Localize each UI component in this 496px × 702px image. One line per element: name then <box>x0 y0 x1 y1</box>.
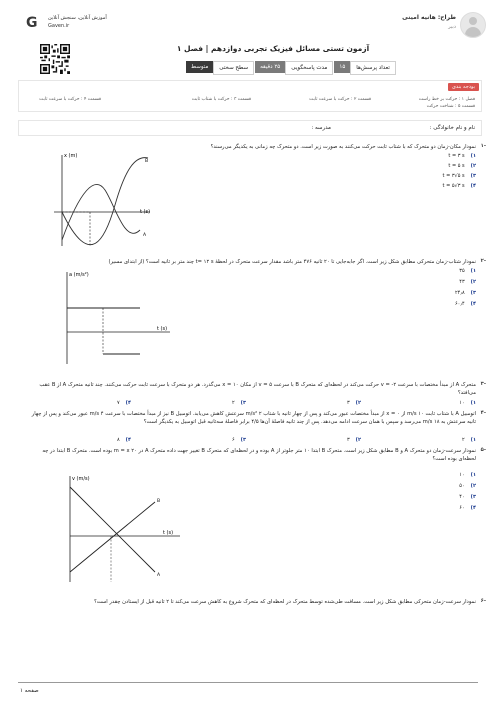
duration-value: ۲۵ دقیقه <box>254 61 285 73</box>
topic-2: قسمت ۲ : حرکت با سرعت ثابت <box>309 97 371 102</box>
student-info-bar <box>18 120 482 136</box>
question-5-graph <box>55 472 185 587</box>
question-1-text: نمودار مکان-زمان دو متحرک که با شتاب ثابت حرکت می‌کنند به صورت زیر است. دو متحرک چه زمانی به یکدیگر می‌رسند؟ <box>210 144 476 150</box>
question-3-option-3[interactable]: ۳)۲ <box>231 400 246 406</box>
question-1-graph <box>50 150 155 250</box>
question-3-option-1[interactable]: ۱)۱۰ <box>459 400 476 406</box>
designer-avatar <box>460 12 486 38</box>
designer-name: طراح: هانیه امینی <box>402 14 456 21</box>
designer-info <box>402 14 456 30</box>
q1-series-a: A <box>143 233 147 238</box>
q5-series-a: A <box>157 573 161 578</box>
topic-1: فصل ۱ : حرکت بر خط راست <box>418 97 475 102</box>
exam-title: آزمون تستی مسائل فیزیک تجربی دوازدهم | فصل ۱ <box>176 44 370 53</box>
question-2-option-3[interactable]: ۳)۲۴٫۸ <box>454 290 476 296</box>
topic-5: قسمت ۵ : شناخت حرکت <box>426 104 475 109</box>
question-5-option-1[interactable]: ۱)۱۰ <box>459 472 476 478</box>
question-5-option-2[interactable]: ۲)۵۰ <box>459 483 476 489</box>
difficulty-label: سطح سختی <box>213 61 254 75</box>
q5-x-label: t (s) <box>163 530 174 536</box>
question-1-option-4[interactable]: ۴)t = ۵√۳ s <box>442 183 476 189</box>
question-5-number: ۵- <box>480 447 486 453</box>
q5-y-label: v (m/s) <box>72 476 90 482</box>
footer-divider <box>18 682 478 683</box>
question-2-option-4[interactable]: ۴)۶۰٫۴ <box>454 301 476 307</box>
question-2-graph <box>55 268 175 368</box>
question-count-value: ۱۵ <box>333 61 350 73</box>
q5-series-b: B <box>157 499 161 504</box>
q5-line-b <box>70 502 155 572</box>
question-4-number: ۴- <box>480 410 486 416</box>
budget-tag: بودجه بندی <box>448 83 479 91</box>
question-3-option-4[interactable]: ۴)۷ <box>116 400 131 406</box>
question-6-number: ۶- <box>480 598 486 604</box>
q1-curve-b <box>62 158 151 245</box>
duration-label: مدت پاسخگویی <box>285 61 333 75</box>
question-4-option-2[interactable]: ۲)۳ <box>346 437 361 443</box>
q1-y-label: x (m) <box>64 153 78 159</box>
q1-x-label: t (s) <box>140 209 151 215</box>
q5-line-a <box>70 487 155 572</box>
q1-series-b: B <box>145 159 149 164</box>
question-3-text: متحرک A از مبدأ مختصات با سرعت ۲- = v حرکت می‌کند در لحظه‌ای که متحرک B با سرعت ۵ = v از مکان ۱۰ = x می‌گذرد. هر دو متحرک با سرعت ثابت حرکت می‌کنند. چند ثانیه متحرک A از B عقب می‌افتد؟ <box>39 382 476 396</box>
question-3-number: ۳- <box>480 381 486 387</box>
topic-4: قسمت ۴ : حرکت با سرعت ثابت <box>39 97 101 102</box>
question-count-label: تعداد پرسش‌ها <box>350 61 396 75</box>
question-5-option-4[interactable]: ۴)۶۰ <box>459 505 476 511</box>
question-4-option-1[interactable]: ۱)۲ <box>461 437 476 443</box>
question-2-option-1[interactable]: ۱)۳۵ <box>459 268 476 274</box>
question-6-text: نمودار سرعت-زمان متحرکی مطابق شکل زیر است. مسافت طی‌شده توسط متحرک در لحظه‌ای که متحرک شروع به کاهش سرعت می‌کند تا ۲ ثانیه قبل از ایستادن چقدر است؟ <box>94 599 476 605</box>
question-2-number: ۲- <box>480 258 486 264</box>
name-field-label: نام و نام خانوادگی : <box>429 125 475 131</box>
question-4-option-4[interactable]: ۴)۸ <box>116 437 131 443</box>
question-2-text: نمودار شتاب-زمان متحرکی مطابق شکل زیر است. اگر جابه‌جایی تا ۲۰ ثانیه ۴۷۶ متر باشد مقدار سرعت متحرک در لحظهٔ t= ۱۲ s چند متر بر ثانیه است؟ (از ابتدای مسیر) <box>108 259 476 265</box>
q2-y-label: a (m/s²) <box>69 272 89 278</box>
question-1-number: ۱- <box>480 143 486 149</box>
school-field-label: مدرسه : <box>311 125 331 131</box>
q2-x-label: t (s) <box>157 326 168 332</box>
question-2-option-2[interactable]: ۲)۴۳ <box>459 279 476 285</box>
page-number: صفحه ۱ <box>20 688 39 694</box>
designer-role: دبیر <box>448 24 456 30</box>
question-5-option-3[interactable]: ۳)۴۰ <box>459 494 476 500</box>
question-1-option-2[interactable]: ۲)t = ۵ s <box>448 163 476 169</box>
budget-box <box>18 80 482 112</box>
gaven-logo-icon: G <box>26 15 38 31</box>
question-1-option-3[interactable]: ۳)t = ۳√۵ s <box>442 173 476 179</box>
exam-meta-bar <box>185 61 396 73</box>
question-3-option-2[interactable]: ۲)۳ <box>346 400 361 406</box>
difficulty-value: متوسط <box>185 61 213 73</box>
question-1-option-1[interactable]: ۱)t = ۳ s <box>448 153 476 159</box>
question-4-text: اتومبیل A با شتاب ثابت ۱۰ m/s از ۰ = x از مبدأ مختصات عبور می‌کند و پس از چهار ثانیه با شتاب ۲ m/s² سرعتش کاهش می‌یابد. اتومبیل B نیز از مبدأ مختصات با سرعت ۴ m/s عبور می‌کند و پس از چهار ثانیه سرعتش به ۱۸ m/s می‌رسد و سپس با همان سرعت ادامه می‌دهد. پس از چند ثانیه فاصلهٔ آن‌ها ۴/۵ برابر فاصلهٔ سه‌ثانیه قبل اتومبیل به یکدیگر است؟ <box>31 411 476 425</box>
question-4-option-3[interactable]: ۳)۶ <box>231 437 246 443</box>
brand-slogan: آموزش آنلاین، سنجش آنلاین <box>48 15 107 21</box>
topic-3: قسمت ۳ : حرکت با شتاب ثابت <box>191 97 251 102</box>
qr-code-icon <box>40 44 70 74</box>
brand-site: Gaven.ir <box>48 23 70 29</box>
question-5-text: نمودار سرعت-زمان دو متحرک A و B مطابق شکل زیر است. متحرک B ابتدا ۱۰ متر جلوتر از A بوده و در لحظه‌ای که متحرک B تغییر جهت داده متحرک A در ۲۰ m = x بوده است. متحرک B ابتدا در چه لحظه‌ای بوده است؟ <box>42 448 476 462</box>
